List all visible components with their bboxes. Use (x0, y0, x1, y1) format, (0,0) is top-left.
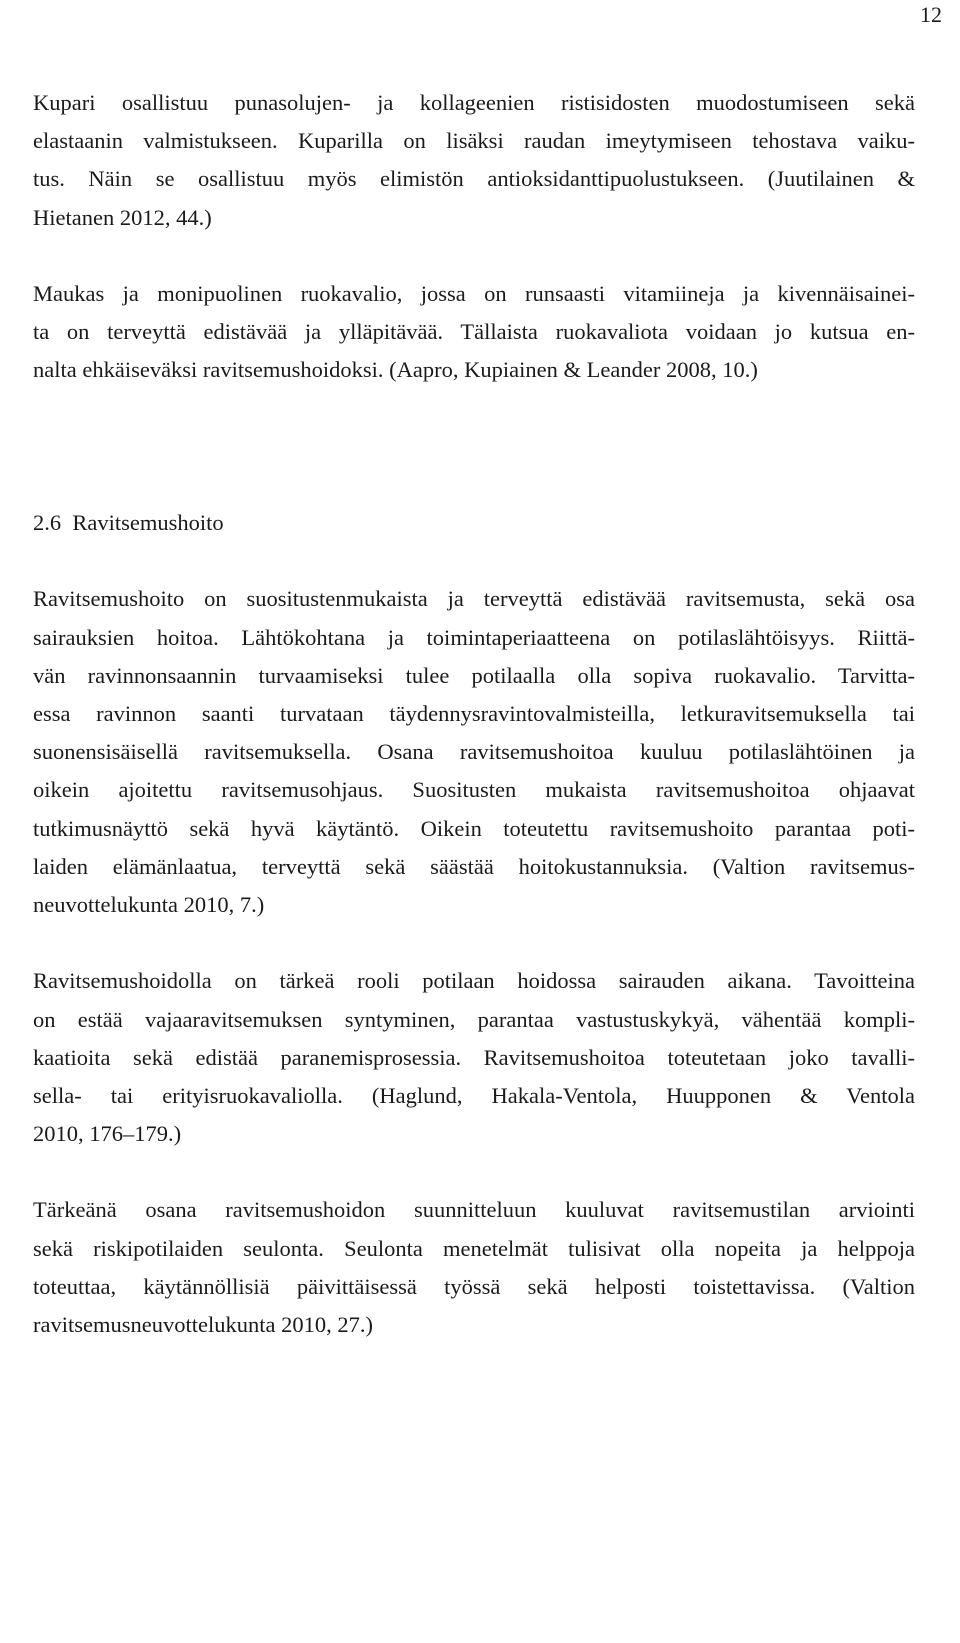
text-line: sekä riskipotilaiden seulonta. Seulonta menetelmät tulisivat olla nopeita ja helppoja (33, 1235, 915, 1261)
text-line: 2010, 176–179.) (33, 1121, 182, 1147)
text-line: neuvottelukunta 2010, 7.) (33, 891, 265, 917)
text-line: essa ravinnon saanti turvataan täydennysravintovalmisteilla, letkuravitsemuksella tai (33, 701, 915, 727)
text-line: Tärkeänä osana ravitsemushoidon suunnitteluun kuuluvat ravitsemustilan arviointi (33, 1197, 915, 1223)
section-heading: 2.6 Ravitsemushoito (33, 510, 224, 536)
text-line: oikein ajoitettu ravitsemusohjaus. Suositusten mukaista ravitsemushoitoa ohjaavat (33, 777, 915, 803)
paragraph-role (33, 962, 915, 1153)
text-line: Ravitsemushoito on suositustenmukaista ja terveyttä edistävää ravitsemusta, sekä osa (33, 586, 915, 612)
text-line: sairauksien hoitoa. Lähtökohtana ja toimintaperiaatteena on potilaslähtöisyys. Riittä- (33, 624, 915, 650)
text-line: kaatioita sekä edistää paranemisprosessia. Ravitsemushoitoa toteutetaan joko tavalli- (33, 1044, 915, 1070)
text-line: ravitsemusneuvottelukunta 2010, 27.) (33, 1312, 373, 1338)
text-line: Kupari osallistuu punasolujen- ja kollageenien ristisidosten muodostumiseen sekä (33, 90, 915, 115)
text-line: toteuttaa, käytännöllisiä päivittäisessä työssä sekä helposti toistettavissa. (Valtion (33, 1273, 915, 1299)
page-number: 12 (920, 2, 942, 27)
text-line: on estää vajaaravitsemuksen syntyminen, parantaa vastustuskykyä, vähentää kompli- (33, 1006, 915, 1032)
text-line: Ravitsemushoidolla on tärkeä rooli potilaan hoidossa sairauden aikana. Tavoitteina (33, 968, 915, 994)
paragraph-nutrition-therapy (33, 580, 915, 924)
text-line: ta on terveyttä edistävää ja ylläpitävää. Tällaista ruokavaliota voidaan jo kutsua en- (33, 319, 915, 345)
text-line: sella- tai erityisruokavaliolla. (Haglund, Hakala-Ventola, Huupponen & Ventola (33, 1082, 915, 1108)
text-line: nalta ehkäiseväksi ravitsemushoidoksi. (Aapro, Kupiainen & Leander 2008, 10.) (33, 357, 758, 383)
document-body (33, 84, 915, 1344)
text-line: elastaanin valmistukseen. Kuparilla on lisäksi raudan imeytymiseen tehostava vaiku- (33, 128, 915, 154)
text-line: laiden elämänlaatua, terveyttä sekä säästää hoitokustannuksia. (Valtion ravitsemus- (33, 853, 915, 879)
text-line: tutkimusnäyttö sekä hyvä käytäntö. Oikein toteutettu ravitsemushoito parantaa poti- (33, 815, 915, 841)
text-line: Hietanen 2012, 44.) (33, 204, 212, 230)
paragraph-diet (33, 275, 915, 390)
text-line: tus. Näin se osallistuu myös elimistön antioksidanttipuolustukseen. (Juutilainen & (33, 166, 915, 192)
paragraph-screening (33, 1191, 915, 1344)
paragraph-copper (33, 84, 915, 237)
text-line: suonensisäisellä ravitsemuksella. Osana ravitsemushoitoa kuuluu potilaslähtöinen ja (33, 739, 915, 765)
text-line: Maukas ja monipuolinen ruokavalio, jossa on runsaasti vitamiineja ja kivennäisainei- (33, 280, 915, 306)
text-line: vän ravinnonsaannin turvaamiseksi tulee potilaalla olla sopiva ruokavalio. Tarvitta- (33, 662, 915, 688)
